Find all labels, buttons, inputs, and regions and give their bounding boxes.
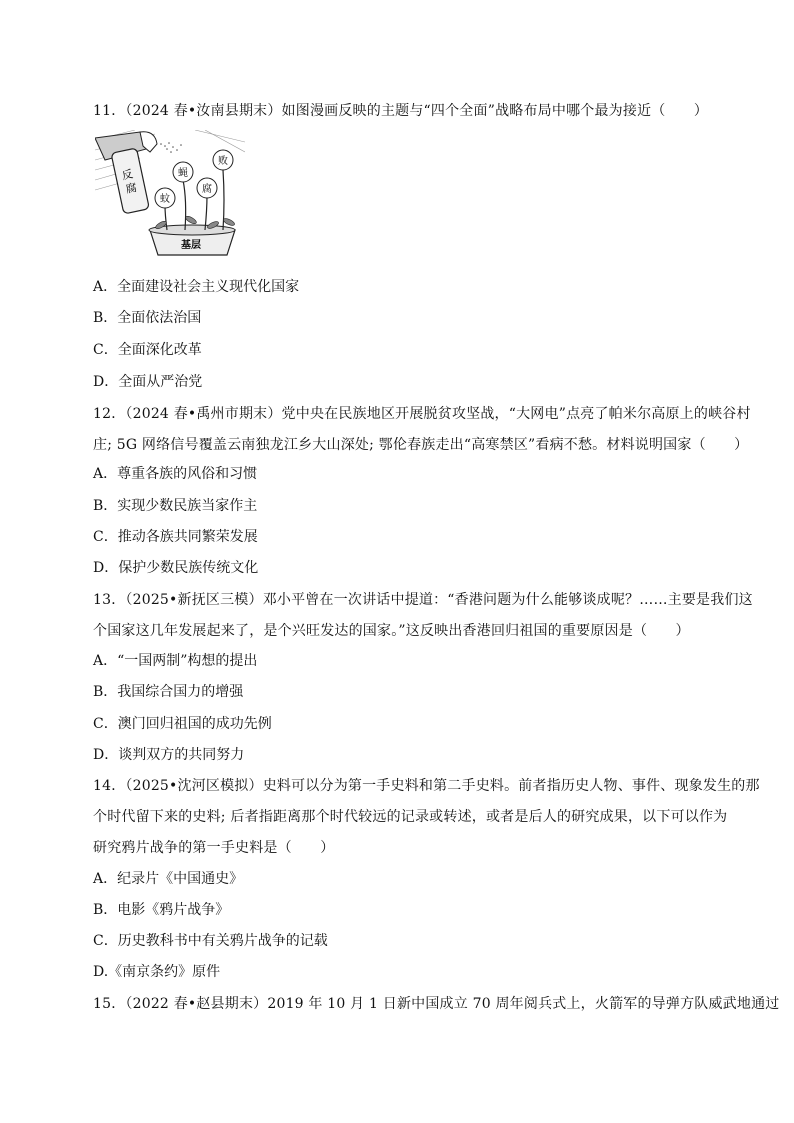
flower-label-2: 蝇: [178, 168, 188, 179]
q14-option-a: A．纪录片《中国通史》: [93, 871, 244, 887]
question-12-stem-line-2: 庄; 5G 网络信号覆盖云南独龙江乡大山深处; 鄂伦春族走出“高寒禁区”看病不愁。材料说明国家（ ）: [93, 437, 749, 453]
question-12-stem-line-1: 12．（2024 春•禹州市期末）党中央在民族地区开展脱贫攻坚战，“大网电”点亮了帕米尔高原上的峡谷村: [93, 406, 751, 422]
flower-label-3: 腐: [202, 184, 212, 195]
question-14-stem-line-2: 个时代留下来的史料; 后者指距离那个时代较远的记录或转述，或者是后人的研究成果，以下可以作为: [93, 809, 728, 825]
q13-option-c: C．澳门回归祖国的成功先例: [93, 716, 272, 732]
question-13-stem-line-2: 个国家这几年发展起来了，是个兴旺发达的国家。”这反映出香港回归祖国的重要原因是（ ）: [93, 623, 690, 639]
q12-option-b: B．实现少数民族当家作主: [93, 498, 258, 514]
q14-option-d: D.《南京条约》原件: [93, 964, 221, 980]
q12-option-d: D．保护少数民族传统文化: [93, 560, 259, 576]
q11-option-c: C．全面深化改革: [93, 342, 202, 358]
bottle-label-2: 腐: [124, 180, 139, 196]
q14-option-c: C．历史教科书中有关鸦片战争的记载: [93, 933, 328, 949]
q11-option-b: B．全面依法治国: [93, 310, 202, 326]
q11-option-a: A．全面建设社会主义现代化国家: [93, 279, 300, 295]
pot-label: 基层: [181, 240, 201, 251]
q13-option-a: A．“一国两制”构想的提出: [93, 653, 258, 669]
bottle-label-1: 反: [120, 167, 135, 183]
q14-option-b: B．电影《鸦片战争》: [93, 902, 230, 918]
anti-corruption-cartoon: [95, 130, 245, 260]
flower-label-1: 蚊: [160, 194, 170, 205]
question-14-stem-line-1: 14．（2025•沈河区模拟）史料可以分为第一手史料和第二手史料。前者指历史人物、事件、现象发生的那: [93, 778, 760, 794]
q11-option-d: D．全面从严治党: [93, 374, 203, 390]
question-15-stem-line-1: 15．（2022 春•赵县期末）2019 年 10 月 1 日新中国成立 70 周年阅兵式上，火箭军的导弹方队威武地通过: [93, 996, 780, 1012]
flower-label-4: 败: [218, 156, 228, 167]
question-13-stem-line-1: 13．（2025•新抚区三模）邓小平曾在一次讲话中提道：“香港问题为什么能够谈成呢？……主要是我们这: [93, 592, 753, 608]
question-14-stem-line-3: 研究鸦片战争的第一手史料是（ ）: [93, 840, 335, 856]
question-11-stem: 11．（2024 春•汝南县期末）如图漫画反映的主题与“四个全面”战略布局中哪个最为接近（ ）: [93, 103, 709, 119]
q13-option-b: B．我国综合国力的增强: [93, 684, 244, 700]
q12-option-c: C．推动各族共同繁荣发展: [93, 529, 258, 545]
q12-option-a: A．尊重各族的风俗和习惯: [93, 466, 258, 482]
q13-option-d: D．谈判双方的共同努力: [93, 747, 245, 763]
